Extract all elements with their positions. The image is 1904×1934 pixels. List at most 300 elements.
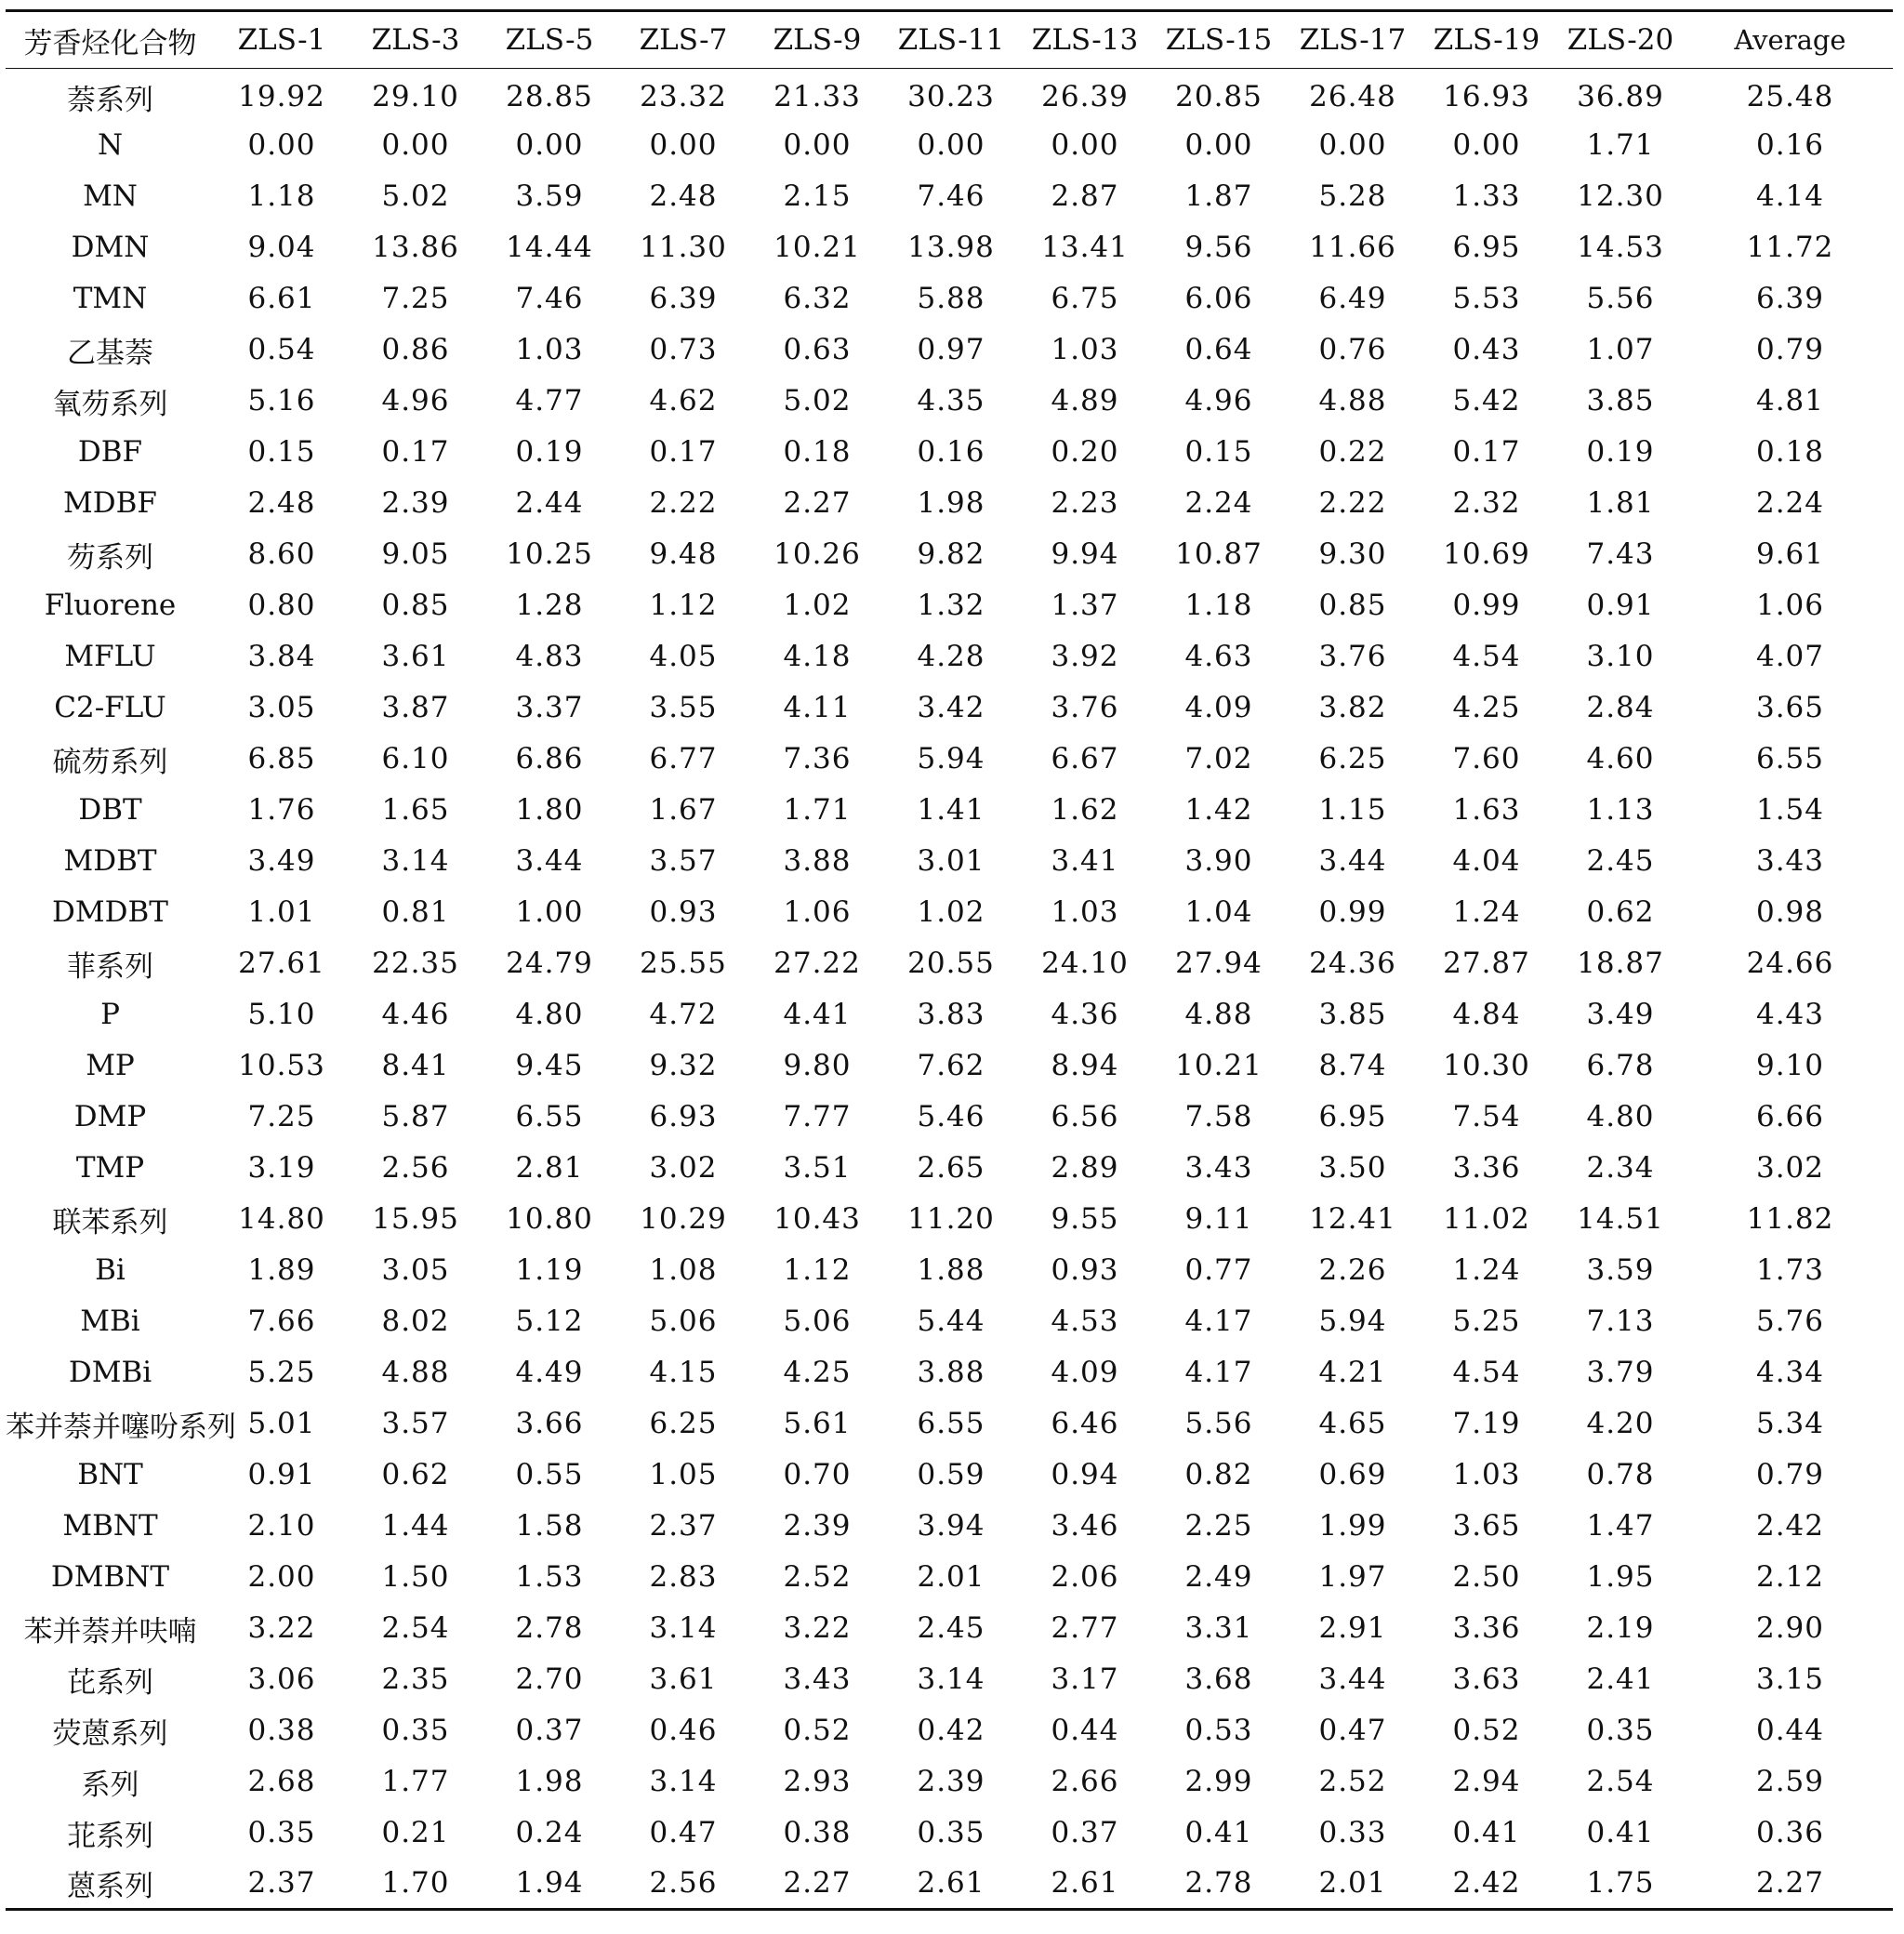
value-cell: 1.98: [515, 1765, 584, 1798]
value-cell: 2.83: [649, 1560, 718, 1594]
value-cell: 11.82: [1746, 1202, 1834, 1236]
column-header-zls-5: ZLS-5: [483, 11, 616, 69]
value-cell: 0.81: [381, 895, 450, 929]
value-cell: 3.57: [649, 844, 718, 878]
table-row: [6, 1552, 1893, 1603]
value-cell: 0.35: [917, 1816, 985, 1849]
value-cell: 2.78: [1152, 1859, 1286, 1910]
value-cell: 5.10: [247, 998, 316, 1031]
value-cell: 11.20: [907, 1202, 995, 1236]
value-cell: 1.94: [483, 1859, 616, 1910]
value-cell: 4.77: [515, 384, 584, 417]
value-cell: 4.25: [1452, 691, 1521, 724]
table-header: [6, 11, 1893, 69]
value-cell: 9.05: [381, 537, 450, 571]
value-cell: 0.98: [1755, 895, 1825, 929]
value-cell: 5.34: [1755, 1407, 1825, 1440]
value-cell: 0.18: [783, 435, 852, 469]
value-cell: 11.72: [1746, 231, 1834, 264]
column-header-zls-15: ZLS-15: [1152, 11, 1286, 69]
value-cell: 9.80: [783, 1049, 852, 1082]
table-row: [6, 938, 1893, 989]
value-cell: 3.63: [1452, 1662, 1521, 1696]
value-cell: 0.17: [381, 435, 450, 469]
value-cell: 1.53: [515, 1560, 584, 1594]
compound-name-cell: TMN: [73, 282, 148, 315]
table-row: [6, 682, 1893, 734]
value-cell: 0.41: [1586, 1816, 1655, 1849]
value-cell: 0.00: [649, 128, 718, 162]
value-cell: 3.49: [1586, 998, 1655, 1031]
column-header-zls-17: ZLS-17: [1286, 11, 1420, 69]
value-cell: 3.15: [1755, 1662, 1825, 1696]
value-cell: 3.31: [1184, 1611, 1253, 1645]
value-cell: 8.94: [1051, 1049, 1119, 1082]
table-row: [6, 1705, 1893, 1756]
value-cell: 2.94: [1452, 1765, 1521, 1798]
value-cell: 0.80: [247, 589, 316, 622]
value-cell: 5.28: [1318, 179, 1387, 213]
value-cell: 27.61: [238, 947, 325, 980]
value-cell: 0.16: [917, 435, 985, 469]
value-cell: 4.05: [649, 640, 718, 673]
value-cell: 7.02: [1184, 742, 1253, 775]
value-cell: 3.59: [1586, 1253, 1655, 1287]
compound-name-cell: TMP: [75, 1151, 145, 1185]
value-cell: 2.44: [515, 486, 584, 520]
value-cell: 1.06: [1755, 589, 1825, 622]
value-cell: 5.56: [1184, 1407, 1253, 1440]
value-cell: 2.52: [783, 1560, 852, 1594]
value-cell: 9.32: [649, 1049, 718, 1082]
value-cell: 2.22: [1318, 486, 1387, 520]
value-cell: 2.90: [1755, 1611, 1825, 1645]
value-cell: 0.38: [783, 1816, 852, 1849]
value-cell: 13.86: [372, 231, 459, 264]
value-cell: 6.25: [649, 1407, 718, 1440]
value-cell: 2.48: [649, 179, 718, 213]
value-cell: 6.95: [1318, 1100, 1387, 1133]
value-cell: 2.61: [884, 1859, 1018, 1910]
value-cell: 0.18: [1755, 435, 1825, 469]
value-cell: 1.03: [1051, 895, 1119, 929]
compound-name-cell: 苝系列: [67, 1819, 153, 1853]
value-cell: 6.95: [1452, 231, 1521, 264]
value-cell: 14.44: [506, 231, 593, 264]
value-cell: 5.06: [649, 1305, 718, 1338]
compound-name-cell: C2-FLU: [54, 691, 166, 724]
value-cell: 0.59: [917, 1458, 985, 1491]
value-cell: 2.06: [1051, 1560, 1119, 1594]
value-cell: 3.59: [515, 179, 584, 213]
value-cell: 0.16: [1755, 128, 1825, 162]
value-cell: 10.26: [774, 537, 861, 571]
value-cell: 0.41: [1452, 1816, 1521, 1849]
value-cell: 1.18: [1184, 589, 1253, 622]
compound-name-cell: MP: [86, 1049, 135, 1082]
value-cell: 2.77: [1051, 1611, 1119, 1645]
value-cell: 4.17: [1184, 1356, 1253, 1389]
value-cell: 10.80: [506, 1202, 593, 1236]
value-cell: 2.65: [917, 1151, 985, 1185]
value-cell: 3.68: [1184, 1662, 1253, 1696]
value-cell: 0.79: [1755, 333, 1825, 366]
value-cell: 0.63: [783, 333, 852, 366]
value-cell: 23.32: [640, 80, 727, 114]
value-cell: 0.42: [917, 1714, 985, 1747]
value-cell: 1.87: [1184, 179, 1253, 213]
value-cell: 5.94: [1318, 1305, 1387, 1338]
value-cell: 5.12: [515, 1305, 584, 1338]
compound-name-cell: 氧芴系列: [52, 387, 168, 421]
value-cell: 0.54: [247, 333, 316, 366]
value-cell: 3.92: [1051, 640, 1119, 673]
value-cell: 1.18: [247, 179, 316, 213]
value-cell: 3.02: [1755, 1151, 1825, 1185]
value-cell: 4.25: [783, 1356, 852, 1389]
value-cell: 3.82: [1318, 691, 1387, 724]
value-cell: 1.95: [1586, 1560, 1655, 1594]
value-cell: 3.14: [649, 1765, 718, 1798]
table-row: [6, 1347, 1893, 1398]
value-cell: 0.85: [381, 589, 450, 622]
value-cell: 3.50: [1318, 1151, 1387, 1185]
value-cell: 1.71: [1586, 128, 1655, 162]
value-cell: 36.89: [1577, 80, 1664, 114]
value-cell: 0.20: [1051, 435, 1119, 469]
value-cell: 5.25: [247, 1356, 316, 1389]
value-cell: 2.93: [783, 1765, 852, 1798]
value-cell: 2.89: [1051, 1151, 1119, 1185]
compound-name-cell: P: [100, 998, 120, 1031]
value-cell: 6.55: [1755, 742, 1825, 775]
value-cell: 14.80: [238, 1202, 325, 1236]
table-row: [6, 836, 1893, 887]
value-cell: 2.52: [1318, 1765, 1387, 1798]
value-cell: 0.76: [1318, 333, 1387, 366]
value-cell: 4.28: [917, 640, 985, 673]
value-cell: 10.21: [774, 231, 861, 264]
value-cell: 0.62: [1586, 895, 1655, 929]
value-cell: 3.65: [1452, 1509, 1521, 1543]
value-cell: 6.75: [1051, 282, 1119, 315]
value-cell: 4.09: [1184, 691, 1253, 724]
value-cell: 26.48: [1309, 80, 1396, 114]
compound-name-cell: Fluorene: [44, 589, 177, 622]
value-cell: 6.55: [917, 1407, 985, 1440]
table-row: [6, 1040, 1893, 1092]
table-row: [6, 580, 1893, 631]
table-row: [6, 1092, 1893, 1143]
value-cell: 3.37: [515, 691, 584, 724]
value-cell: 14.51: [1577, 1202, 1664, 1236]
value-cell: 0.93: [649, 895, 718, 929]
value-cell: 7.77: [783, 1100, 852, 1133]
value-cell: 2.15: [783, 179, 852, 213]
table-row: [6, 478, 1893, 529]
value-cell: 5.53: [1452, 282, 1521, 315]
value-cell: 0.52: [783, 1714, 852, 1747]
column-header-zls-13: ZLS-13: [1018, 11, 1152, 69]
value-cell: 0.38: [247, 1714, 316, 1747]
value-cell: 1.08: [649, 1253, 718, 1287]
value-cell: 20.55: [907, 947, 995, 980]
value-cell: 2.24: [1755, 486, 1825, 520]
compound-name-cell: 苯并萘并呋喃: [23, 1614, 197, 1649]
value-cell: 3.19: [247, 1151, 316, 1185]
value-cell: 0.37: [1051, 1816, 1119, 1849]
compound-name-cell: DMDBT: [52, 895, 168, 929]
value-cell: 0.17: [649, 435, 718, 469]
value-cell: 2.59: [1755, 1765, 1825, 1798]
value-cell: 2.56: [616, 1859, 750, 1910]
value-cell: 5.06: [783, 1305, 852, 1338]
value-cell: 1.81: [1586, 486, 1655, 520]
value-cell: 5.61: [783, 1407, 852, 1440]
value-cell: 1.76: [247, 793, 316, 827]
value-cell: 4.35: [917, 384, 985, 417]
value-cell: 9.55: [1051, 1202, 1119, 1236]
value-cell: 6.25: [1318, 742, 1387, 775]
value-cell: 0.55: [515, 1458, 584, 1491]
compound-name-cell: 苯并萘并噻吩系列: [6, 1410, 236, 1444]
value-cell: 1.13: [1586, 793, 1655, 827]
value-cell: 7.19: [1452, 1407, 1521, 1440]
value-cell: 1.07: [1586, 333, 1655, 366]
value-cell: 3.43: [1755, 844, 1825, 878]
value-cell: 0.21: [381, 1816, 450, 1849]
value-cell: 3.22: [783, 1611, 852, 1645]
column-header-zls-11: ZLS-11: [884, 11, 1018, 69]
value-cell: 1.00: [515, 895, 584, 929]
value-cell: 2.25: [1184, 1509, 1253, 1543]
column-header-compound: 芳香烃化合物: [6, 11, 215, 69]
table-row: [6, 1245, 1893, 1296]
value-cell: 0.00: [515, 128, 584, 162]
column-header-zls-1: ZLS-1: [215, 11, 349, 69]
value-cell: 3.84: [247, 640, 316, 673]
value-cell: 2.45: [917, 1611, 985, 1645]
value-cell: 10.43: [774, 1202, 861, 1236]
value-cell: 4.07: [1755, 640, 1825, 673]
value-cell: 2.81: [515, 1151, 584, 1185]
value-cell: 6.10: [381, 742, 450, 775]
compound-name-cell: DMN: [71, 231, 150, 264]
value-cell: 3.44: [1318, 844, 1387, 878]
value-cell: 1.89: [247, 1253, 316, 1287]
value-cell: 9.61: [1755, 537, 1825, 571]
compound-name-cell: BNT: [77, 1458, 143, 1491]
table-row: [6, 69, 1893, 120]
value-cell: 4.96: [1184, 384, 1253, 417]
value-cell: 2.01: [917, 1560, 985, 1594]
value-cell: 1.71: [783, 793, 852, 827]
table-row: [6, 734, 1893, 785]
value-cell: 4.80: [515, 998, 584, 1031]
value-cell: 9.04: [247, 231, 316, 264]
table-row: [6, 376, 1893, 427]
value-cell: 1.63: [1452, 793, 1521, 827]
value-cell: 24.79: [506, 947, 593, 980]
value-cell: 3.46: [1051, 1509, 1119, 1543]
value-cell: 14.53: [1577, 231, 1664, 264]
value-cell: 4.60: [1586, 742, 1655, 775]
compound-name-cell: N: [97, 128, 124, 162]
value-cell: 2.42: [1755, 1509, 1825, 1543]
table-row: [6, 631, 1893, 682]
value-cell: 2.87: [1051, 179, 1119, 213]
value-cell: 1.70: [349, 1859, 483, 1910]
value-cell: 2.37: [649, 1509, 718, 1543]
table-row: [6, 1296, 1893, 1347]
value-cell: 25.48: [1746, 80, 1834, 114]
value-cell: 1.03: [1452, 1458, 1521, 1491]
value-cell: 9.10: [1755, 1049, 1825, 1082]
value-cell: 2.27: [750, 1859, 884, 1910]
compound-name-cell: 荧蒽系列: [52, 1716, 168, 1751]
value-cell: 2.12: [1755, 1560, 1825, 1594]
value-cell: 2.66: [1051, 1765, 1119, 1798]
value-cell: 0.85: [1318, 589, 1387, 622]
value-cell: 0.62: [381, 1458, 450, 1491]
value-cell: 4.53: [1051, 1305, 1119, 1338]
value-cell: 2.54: [381, 1611, 450, 1645]
compound-name-cell: 乙基萘: [67, 336, 153, 370]
value-cell: 3.88: [917, 1356, 985, 1389]
value-cell: 7.58: [1184, 1100, 1253, 1133]
value-cell: 1.58: [515, 1509, 584, 1543]
value-cell: 3.05: [247, 691, 316, 724]
value-cell: 3.42: [917, 691, 985, 724]
value-cell: 0.43: [1452, 333, 1521, 366]
value-cell: 27.22: [774, 947, 861, 980]
value-cell: 4.89: [1051, 384, 1119, 417]
value-cell: 24.36: [1309, 947, 1396, 980]
table-row: [6, 529, 1893, 580]
compound-name-cell: MBNT: [62, 1509, 158, 1543]
value-cell: 1.12: [649, 589, 718, 622]
value-cell: 1.37: [1051, 589, 1119, 622]
value-cell: 4.34: [1755, 1356, 1825, 1389]
value-cell: 3.14: [917, 1662, 985, 1696]
value-cell: 3.76: [1051, 691, 1119, 724]
compound-name-cell: 系列: [81, 1768, 139, 1802]
value-cell: 1.75: [1554, 1859, 1687, 1910]
value-cell: 2.01: [1286, 1859, 1420, 1910]
value-cell: 1.03: [515, 333, 584, 366]
value-cell: 6.06: [1184, 282, 1253, 315]
value-cell: 1.06: [783, 895, 852, 929]
value-cell: 2.84: [1586, 691, 1655, 724]
compound-name-cell: MBi: [80, 1305, 140, 1338]
value-cell: 1.80: [515, 793, 584, 827]
value-cell: 24.10: [1041, 947, 1129, 980]
value-cell: 0.46: [649, 1714, 718, 1747]
value-cell: 10.87: [1175, 537, 1263, 571]
value-cell: 0.19: [515, 435, 584, 469]
value-cell: 9.82: [917, 537, 985, 571]
value-cell: 4.54: [1452, 640, 1521, 673]
value-cell: 0.47: [1318, 1714, 1387, 1747]
compound-name-cell: 芘系列: [67, 1665, 153, 1700]
value-cell: 2.37: [215, 1859, 349, 1910]
table-row: [6, 887, 1893, 938]
value-cell: 4.65: [1318, 1407, 1387, 1440]
table-row: [6, 273, 1893, 325]
value-cell: 3.61: [381, 640, 450, 673]
value-cell: 8.41: [381, 1049, 450, 1082]
value-cell: 3.43: [783, 1662, 852, 1696]
value-cell: 1.03: [1051, 333, 1119, 366]
value-cell: 1.19: [515, 1253, 584, 1287]
value-cell: 0.33: [1318, 1816, 1387, 1849]
value-cell: 4.88: [381, 1356, 450, 1389]
value-cell: 7.60: [1452, 742, 1521, 775]
value-cell: 0.44: [1051, 1714, 1119, 1747]
value-cell: 2.32: [1452, 486, 1521, 520]
value-cell: 3.01: [917, 844, 985, 878]
value-cell: 2.10: [247, 1509, 316, 1543]
value-cell: 6.55: [515, 1100, 584, 1133]
value-cell: 0.79: [1755, 1458, 1825, 1491]
value-cell: 8.60: [247, 537, 316, 571]
value-cell: 24.66: [1746, 947, 1834, 980]
value-cell: 8.02: [381, 1305, 450, 1338]
value-cell: 6.78: [1586, 1049, 1655, 1082]
value-cell: 1.04: [1184, 895, 1253, 929]
value-cell: 4.36: [1051, 998, 1119, 1031]
value-cell: 1.77: [381, 1765, 450, 1798]
value-cell: 16.93: [1443, 80, 1530, 114]
value-cell: 3.83: [917, 998, 985, 1031]
value-cell: 1.05: [649, 1458, 718, 1491]
column-header-average: Average: [1687, 11, 1893, 69]
value-cell: 10.25: [506, 537, 593, 571]
value-cell: 0.00: [1318, 128, 1387, 162]
value-cell: 19.92: [238, 80, 325, 114]
value-cell: 5.25: [1452, 1305, 1521, 1338]
table-row: [6, 1808, 1893, 1859]
column-header-zls-19: ZLS-19: [1420, 11, 1554, 69]
value-cell: 2.27: [783, 486, 852, 520]
value-cell: 11.02: [1443, 1202, 1530, 1236]
value-cell: 4.46: [381, 998, 450, 1031]
value-cell: 29.10: [372, 80, 459, 114]
value-cell: 1.98: [917, 486, 985, 520]
value-cell: 3.55: [649, 691, 718, 724]
value-cell: 1.65: [381, 793, 450, 827]
value-cell: 0.35: [1586, 1714, 1655, 1747]
value-cell: 2.39: [917, 1765, 985, 1798]
value-cell: 3.17: [1051, 1662, 1119, 1696]
value-cell: 3.94: [917, 1509, 985, 1543]
value-cell: 5.87: [381, 1100, 450, 1133]
value-cell: 2.22: [649, 486, 718, 520]
table-row: [6, 171, 1893, 222]
value-cell: 1.97: [1318, 1560, 1387, 1594]
value-cell: 4.18: [783, 640, 852, 673]
value-cell: 4.04: [1452, 844, 1521, 878]
value-cell: 5.01: [247, 1407, 316, 1440]
value-cell: 2.41: [1586, 1662, 1655, 1696]
compound-name-cell: DBT: [78, 793, 142, 827]
value-cell: 2.00: [247, 1560, 316, 1594]
value-cell: 9.56: [1184, 231, 1253, 264]
value-cell: 4.62: [649, 384, 718, 417]
value-cell: 7.13: [1586, 1305, 1655, 1338]
value-cell: 7.43: [1586, 537, 1655, 571]
value-cell: 0.41: [1184, 1816, 1253, 1849]
